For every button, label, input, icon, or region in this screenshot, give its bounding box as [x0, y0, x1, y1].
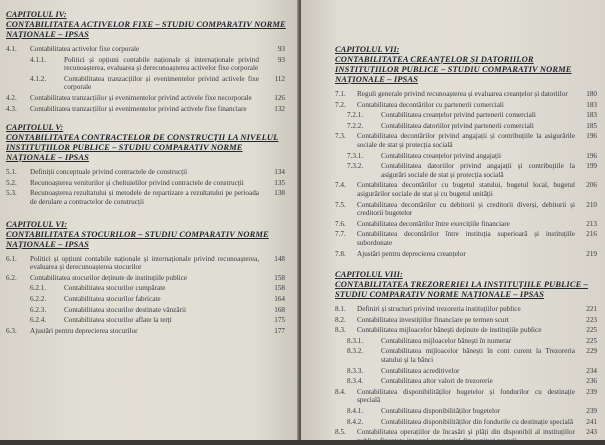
toc-entry-number: 7.3.1.: [347, 151, 364, 160]
toc-entry-page: 168: [274, 305, 285, 314]
chapter-heading: [6, 9, 299, 39]
toc-entry-title: Contabilitatea operațiilor de încasări și plăți din disponibil al instituțiilor publice finanțate integral sau parțial din venituri proprii: [357, 428, 575, 445]
toc-entry-page: 239: [586, 407, 597, 416]
toc-entry-page: 158: [274, 284, 285, 293]
toc-entry-number: 8.1.: [335, 305, 346, 314]
toc-entry: [335, 220, 605, 229]
toc-entry-title: Contabilitatea mijloacelor bănești în numerar: [381, 336, 512, 345]
toc-entry-number: 6.2.2.: [30, 294, 47, 303]
toc-entry-number: 7.2.1.: [347, 111, 364, 120]
toc-entry-number: 5.2.: [6, 178, 17, 187]
toc-entry-page: 221: [586, 305, 597, 314]
toc-entry-title: Ajustări pentru deprecierea stocurilor: [30, 326, 138, 335]
chapter-block: [6, 219, 299, 336]
toc-entry: [6, 105, 299, 114]
toc-entry-title: Recunoașterea rezultatului și metodele de repartizare a rezultatului pe perioada de derulare a contractelor de construcții: [30, 189, 259, 206]
toc-entry: [335, 201, 605, 218]
toc-entry: [335, 388, 605, 405]
toc-entry-title: Recunoașterea veniturilor și cheltuielilor privind contractele de construcții: [30, 178, 244, 187]
toc-entry-number: 4.1.1.: [30, 55, 47, 64]
toc-entry-number: 7.6.: [335, 219, 346, 228]
toc-entry-number: 5.1.: [6, 168, 17, 177]
chapter-heading: [335, 269, 605, 299]
toc-entry-page: 93: [277, 45, 285, 53]
toc-entry-number: 6.1.: [6, 254, 17, 263]
toc-entry-page: 112: [274, 74, 285, 83]
toc-entry: [335, 122, 605, 131]
toc-entry-number: 7.8.: [335, 249, 346, 258]
toc-entry-title: Contabilitatea datoriilor privind angajații și contribuțiile la asigurări sociale de stat și protecția socială: [381, 162, 575, 179]
toc-entry-title: Contabilitatea creanțelor privind angajații: [381, 151, 501, 160]
toc-entry-page: 93: [277, 55, 285, 64]
toc-entry-number: 7.5.: [335, 200, 346, 209]
chapter-number: CAPITOLUL VIII:: [335, 269, 403, 280]
toc-entry: [6, 75, 299, 92]
toc-entry-page: 229: [586, 347, 597, 356]
toc-entry: [335, 347, 605, 364]
toc-entry: [335, 250, 605, 259]
toc-entry: [335, 326, 605, 335]
chapter-block: [335, 44, 605, 258]
chapter-heading: [6, 122, 299, 162]
toc-entry-page: 216: [586, 230, 597, 239]
toc-entry: [6, 189, 299, 206]
toc-entry-list: [335, 90, 605, 258]
toc-entry-page: 138: [274, 189, 285, 198]
chapter-title: CONTABILITATEA CONTRACTELOR DE CONSTRUCȚII LA NIVELUL INSTITUȚIILOR PUBLICE – STUDIU COMPARATIV NORME NAȚIONALE – IPSAS: [6, 132, 279, 163]
toc-entry: [335, 162, 605, 179]
toc-entry-number: 6.2.4.: [30, 316, 47, 325]
toc-entry: [335, 367, 605, 376]
toc-entry-title: Contabilitatea altor valori de trezorerie: [381, 377, 493, 386]
toc-entry-title: Contabilitatea creanțelor privind partenerii comerciali: [381, 111, 536, 120]
toc-entry-page: 243: [586, 428, 597, 437]
toc-entry-list: [6, 45, 299, 113]
toc-entry-title: Contabilitatea decontărilor privind angajații și contribuțiile la asigurările sociale de stat și protecția socială: [357, 132, 575, 149]
toc-entry-title: Contabilitatea decontărilor cu partenerii comerciali: [357, 100, 504, 109]
toc-entry-title: Contabilitatea stocurilor cumpărate: [64, 284, 166, 293]
toc-entry: [335, 230, 605, 247]
chapter-block: [6, 9, 299, 113]
toc-entry-title: Politici și opțiuni contabile naționale și internaționale privind recunoașterea, evaluarea și derecunoașterea activelor fixe corporale: [64, 55, 259, 73]
toc-entry: [335, 111, 605, 120]
toc-entry-page: 175: [274, 316, 285, 325]
toc-entry-title: Contabilitatea disponibilităților din fondurile cu destinație specială: [381, 417, 574, 426]
toc-entry-number: 7.3.: [335, 132, 346, 141]
toc-entry-number: 7.3.2.: [347, 162, 364, 171]
toc-entry: [6, 56, 299, 73]
toc-entry-page: 206: [586, 181, 597, 190]
chapter-number: CAPITOLUL VI:: [6, 218, 68, 229]
toc-entry-title: Contabilitatea decontărilor cu bugetul statului, bugetul local, bugetul asigurărilor sociale de stat și cu bugetul unității: [357, 181, 575, 198]
toc-entry: [6, 284, 299, 293]
toc-entry-title: Politici și opțiuni contabile naționale și internaționale privind recunoașterea, evaluarea și derecunoașterea stocurilor: [30, 254, 259, 272]
toc-entry-number: 8.4.2.: [347, 417, 364, 426]
toc-entry-number: 6.2.3.: [30, 305, 47, 314]
toc-entry-number: 8.3.4.: [347, 377, 364, 386]
toc-entry-title: Contabilitatea activelor fixe corporale: [30, 45, 140, 53]
toc-entry-page: 234: [586, 366, 597, 375]
toc-entry: [335, 316, 605, 325]
toc-entry-page: 196: [586, 151, 597, 160]
toc-entry-title: Contabilitatea decontărilor între exercițiile financiare: [357, 219, 510, 228]
toc-entry-page: 177: [274, 326, 285, 335]
toc-entry: [6, 255, 299, 272]
right-toc: [301, 0, 605, 445]
toc-entry-title: Contabilitatea datoriilor privind partenerii comerciali: [381, 121, 534, 130]
chapter-title: CONTABILITATEA ACTIVELOR FIXE – STUDIU COMPARATIV NORME NAȚIONALE – IPSAS: [6, 19, 286, 39]
toc-entry-number: 7.2.: [335, 100, 346, 109]
toc-entry-number: 4.2.: [6, 93, 17, 102]
toc-entry-list: [6, 255, 299, 336]
toc-entry: [335, 152, 605, 161]
toc-entry: [6, 306, 299, 315]
toc-entry-page: 219: [586, 249, 597, 258]
chapter-title: CONTABILITATEA TREZORERIEI LA INSTITUȚIILE PUBLICE – STUDIU COMPARATIV NORME NAȚIONALE – IPSAS: [335, 279, 588, 300]
toc-entry-title: Contabilitatea decontărilor între instituția superioară și instituțiile subordonate: [357, 230, 575, 247]
toc-entry-page: 148: [274, 254, 285, 263]
toc-entry-title: Contabilitatea tranzacțiilor și evenimentelor privind activele fixe financiare: [30, 104, 247, 113]
chapter-block: [6, 122, 299, 206]
toc-entry: [6, 179, 299, 188]
chapter-heading: [6, 219, 299, 249]
toc-entry-page: 134: [274, 168, 285, 177]
toc-entry: [335, 101, 605, 110]
chapter-number: CAPITOLUL VII:: [335, 44, 400, 54]
toc-entry-page: 158: [274, 273, 285, 282]
toc-entry-list: [6, 168, 299, 206]
toc-entry: [335, 90, 605, 99]
toc-entry: [335, 181, 605, 198]
toc-entry-list: [335, 305, 605, 445]
toc-entry: [6, 316, 299, 325]
toc-entry-page: 236: [586, 377, 597, 386]
toc-entry-number: 8.4.1.: [347, 407, 364, 416]
toc-entry: [335, 428, 605, 445]
toc-entry-page: 225: [586, 326, 597, 335]
toc-entry-page: 185: [586, 121, 597, 130]
toc-entry-title: Contabilitatea stocurilor aflate la terți: [64, 316, 172, 325]
left-page: [0, 0, 299, 440]
toc-entry: [335, 418, 605, 427]
toc-entry-page: 223: [586, 315, 597, 324]
toc-entry-title: Contabilitatea mijloacelor bănești deținute de instituțiile publice: [357, 326, 542, 335]
toc-entry-title: Contabilitatea stocurilor fabricate: [64, 294, 161, 303]
toc-entry-number: 4.3.: [6, 104, 17, 113]
toc-entry-title: Contabilitatea stocurilor destinate vânzării: [64, 305, 186, 314]
toc-entry-page: 199: [586, 162, 597, 171]
chapter-number: CAPITOLUL IV:: [6, 9, 67, 19]
toc-entry-title: Definiții conceptuale privind contractele de construcții: [30, 168, 188, 177]
toc-entry-page: 126: [274, 93, 285, 102]
chapter-title: CONTABILITATEA CREANȚELOR ȘI DATORIILOR INSTITUȚIILOR PUBLICE – STUDIU COMPARATIV NORME NAȚIONALE – IPSAS: [335, 54, 572, 84]
toc-entry: [6, 327, 299, 336]
toc-entry-page: 239: [586, 387, 597, 396]
toc-entry-number: 7.1.: [335, 90, 346, 98]
toc-entry-number: 8.3.3.: [347, 366, 364, 375]
toc-entry-number: 7.4.: [335, 181, 346, 190]
toc-entry: [335, 377, 605, 386]
right-page: [301, 0, 605, 445]
toc-entry-page: 213: [586, 219, 597, 228]
left-toc: [0, 0, 299, 335]
toc-entry-number: 8.3.1.: [347, 336, 364, 345]
toc-entry-number: 7.7.: [335, 230, 346, 239]
toc-entry: [6, 45, 299, 54]
toc-entry-title: Definiri și structuri privind trezoreria instituțiilor publice: [357, 305, 521, 314]
toc-entry-page: 225: [586, 336, 597, 345]
toc-entry-page: 183: [586, 111, 597, 120]
toc-entry-title: Contabilitatea stocurilor deținute de instituțiile publice: [30, 273, 188, 282]
toc-entry: [6, 274, 299, 283]
toc-entry-title: Contabilitatea tranzacțiilor și evenimentelor privind activele fixe necorporale: [30, 93, 252, 102]
toc-entry-number: 6.2.: [6, 273, 17, 282]
toc-entry-page: 241: [586, 417, 597, 426]
toc-entry-page: 183: [586, 100, 597, 109]
toc-entry: [6, 94, 299, 103]
toc-entry-number: 7.2.2.: [347, 121, 364, 130]
toc-entry-page: 196: [586, 132, 597, 141]
toc-entry-number: 8.3.2.: [347, 347, 364, 356]
toc-entry-title: Contabilitatea tranzacțiilor și evenimentelor privind activele fixe corporale: [64, 74, 259, 92]
toc-entry-number: 4.1.: [6, 45, 17, 53]
toc-entry: [335, 132, 605, 149]
toc-entry-page: 135: [274, 178, 285, 187]
toc-entry-title: Reguli generale privind recunoașterea și evaluarea creanțelor și datoriilor: [357, 90, 568, 98]
toc-entry-number: 8.2.: [335, 315, 346, 324]
toc-entry-page: 164: [274, 294, 285, 303]
toc-entry-number: 5.3.: [6, 189, 17, 198]
toc-entry: [6, 295, 299, 304]
toc-entry-page: 180: [586, 90, 597, 98]
toc-entry-title: Contabilitatea disponibilităților bugetelor: [381, 407, 500, 416]
toc-entry-title: Ajustări pentru deprecierea creanțelor: [357, 249, 466, 258]
toc-entry: [335, 407, 605, 416]
toc-entry-title: Contabilitatea investițiilor financiare pe termen scurt: [357, 315, 509, 324]
toc-entry-number: 8.5.: [335, 428, 346, 437]
toc-entry-number: 8.3.: [335, 326, 346, 335]
chapter-block: [335, 269, 605, 445]
toc-entry-number: 8.4.: [335, 387, 346, 396]
chapter-number: CAPITOLUL V:: [6, 122, 64, 133]
toc-entry-number: 6.2.1.: [30, 284, 47, 293]
toc-entry-title: Contabilitatea decontărilor cu debitorii și creditorii diverși, debitorii și creditorii bugetelor: [357, 200, 575, 218]
toc-entry-title: Contabilitatea acreditivelor: [381, 366, 460, 375]
toc-entry-number: 6.3.: [6, 326, 17, 335]
chapter-title: CONTABILITATEA STOCURILOR – STUDIU COMPARATIV NORME NAȚIONALE – IPSAS: [6, 228, 269, 249]
toc-entry-page: 210: [586, 200, 597, 209]
toc-entry-title: Contabilitatea disponibilităților bugetelor și fondurilor cu destinație specială: [357, 387, 575, 405]
toc-entry: [335, 305, 605, 314]
toc-entry-title: Contabilitatea mijloacelor bănești în cont curent la Trezoreria statului și la bănci: [381, 347, 575, 365]
toc-entry: [6, 168, 299, 177]
toc-entry: [335, 337, 605, 346]
toc-entry-page: 132: [274, 104, 285, 113]
chapter-heading: [335, 44, 605, 84]
toc-entry-number: 4.1.2.: [30, 74, 47, 83]
